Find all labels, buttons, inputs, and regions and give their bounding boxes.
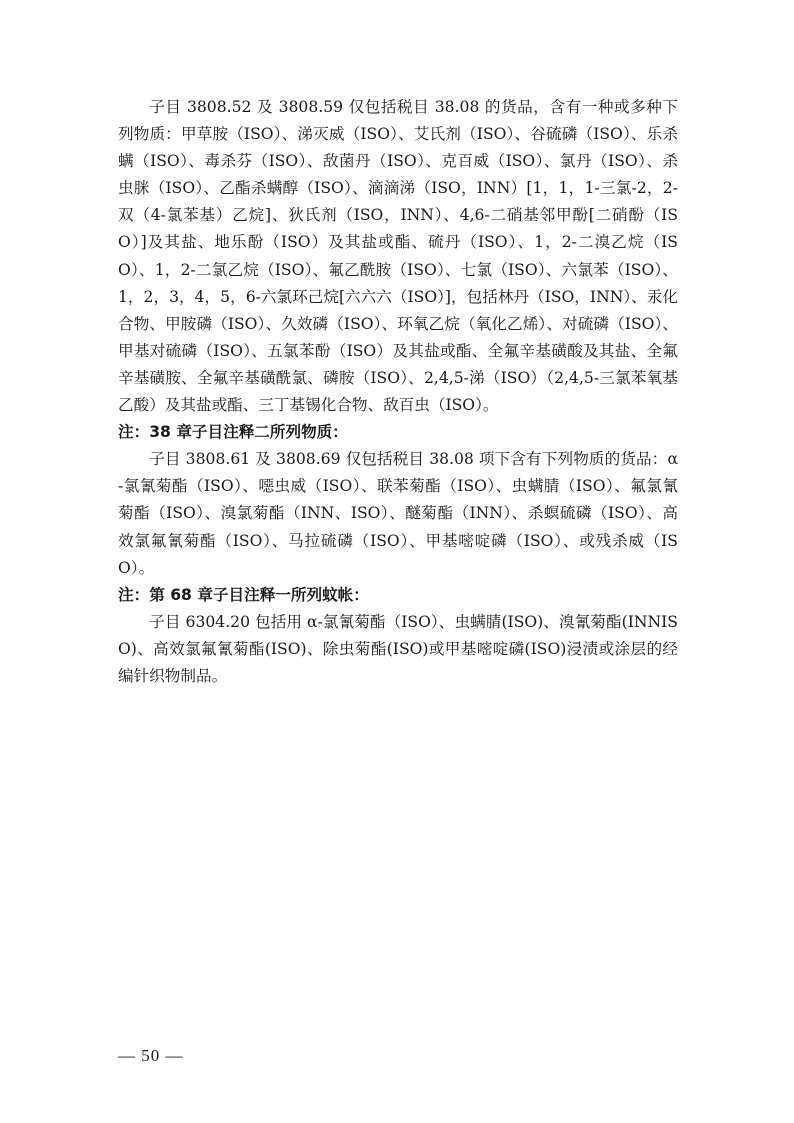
paragraph-3808-52: 子目 3808.52 及 3808.59 仅包括税目 38.08 的货品，含有一种或多种下列物质：甲草胺（ISO）、涕灭威（ISO）、艾氏剂（ISO）、谷硫磷（ISO）、乐杀螨（ISO）、毒杀芬（ISO）、敌菌丹（ISO）、克百威（ISO）、氯丹（ISO）、杀虫脒（ISO）、乙酯杀螨醇（ISO）、滴滴涕（ISO，INN）[1，1，1-三氯-2，2-双（4-氯苯基）乙烷]、狄氏剂（ISO，INN）、4,6-二硝基邻甲酚[二硝酚（ISO）]及其盐、地乐酚（ISO）及其盐或酯、硫丹（ISO）、1，2-二溴乙烷（ISO）、1，2-二氯乙烷（ISO）、氟乙酰胺（ISO）、七氯（ISO）、六氯苯（ISO）、1，2，3，4，5，6-六氯环己烷[六六六（ISO）]，包括林丹（ISO，INN）、汞化合物、甲胺磷（ISO）、久效磷（ISO）、环氧乙烷（氧化乙烯）、对硫磷（ISO）、甲基对硫磷（ISO）、五氯苯酚（ISO）及其盐或酯、全氟辛基磺酸及其盐、全氟辛基磺胺、全氟辛基磺酰氯、磷胺（ISO）、2,4,5-涕（ISO）（2,4,5-三氯苯氧基乙酸）及其盐或酯、三丁基锡化合物、敌百虫（ISO）。: [118, 98, 678, 415]
note-heading-chapter-38: 注：38 章子目注释二所列物质：: [118, 423, 348, 442]
page-number: — 50 —: [118, 1046, 184, 1065]
paragraph-3808-61: 子目 3808.61 及 3808.69 仅包括税目 38.08 项下含有下列物质的货品：α-氯氰菊酯（ISO）、噁虫威（ISO）、联苯菊酯（ISO）、虫螨腈（ISO）、氟氯氰菊酯（ISO）、溴氯菊酯（INN、ISO）、醚菊酯（INN）、杀螟硫磷（ISO）、高效氯氟氰菊酯（ISO）、马拉硫磷（ISO）、甲基嘧啶磷（ISO）、或残杀威（ISO）。: [118, 450, 678, 577]
paragraph-6304-20: 子目 6304.20 包括用 α-氯氰菊酯（ISO）、虫螨腈(ISO)、溴氰菊酯(INNISO)、高效氯氟氰菊酯(ISO)、除虫菊酯(ISO)或甲基嘧啶磷(ISO)浸渍或涂层的经编针织物制品。: [118, 612, 678, 685]
document-body: [118, 94, 678, 690]
note-heading-chapter-68: 注：第 68 章子目注释一所列蚊帐：: [118, 585, 369, 604]
